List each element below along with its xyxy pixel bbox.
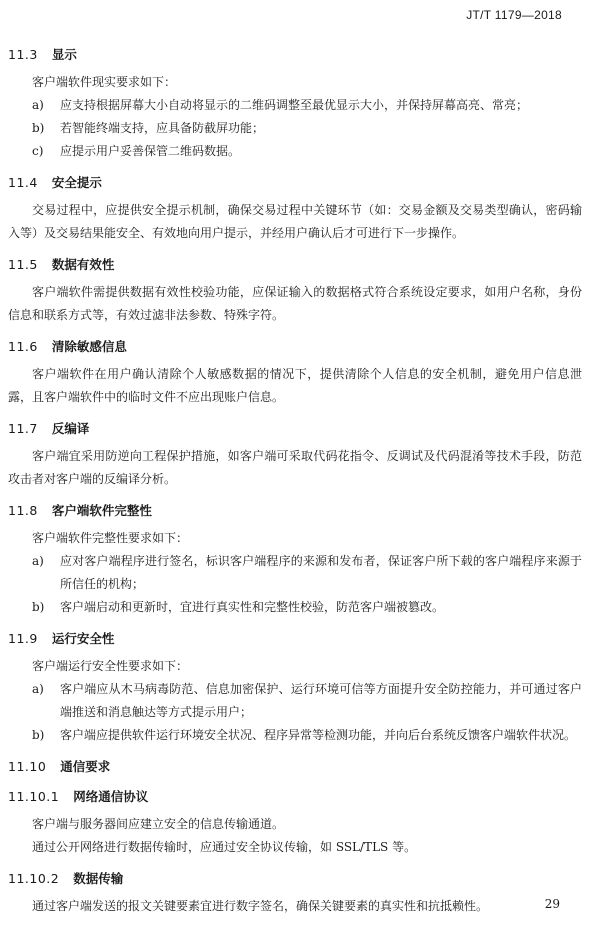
list-item-text: 若智能终端支持，应具备防截屏功能； bbox=[60, 121, 265, 135]
list-item bbox=[8, 596, 582, 619]
list-marker: b) bbox=[32, 728, 45, 742]
section-number: 11.3 bbox=[8, 47, 38, 62]
section-title: 数据有效性 bbox=[51, 257, 115, 272]
section-title: 反编译 bbox=[51, 421, 90, 436]
list-item bbox=[8, 550, 582, 596]
section-heading-11-3 bbox=[8, 44, 582, 65]
paragraph: 通过客户端发送的报文关键要素宜进行数字签名，确保关键要素的真实性和抗抵赖性。 bbox=[32, 899, 489, 913]
section-title: 安全提示 bbox=[51, 175, 102, 190]
section-title: 客户端软件完整性 bbox=[51, 503, 152, 518]
list-item bbox=[8, 117, 582, 140]
list-marker: a) bbox=[32, 98, 44, 112]
paragraph: 交易过程中，应提供安全提示机制，确保交易过程中关键环节（如：交易金额及交易类型确认，密码输入等）及交易结果能安全、有效地向用户提示，并经用户确认后才可进行下一步操作。 bbox=[8, 203, 582, 240]
list-item-text: 应对客户端程序进行签名，标识客户端程序的来源和发布者，保证客户所下载的客户端程序来源于所信任的机构； bbox=[60, 554, 582, 591]
list-item-text: 客户端应从木马病毒防范、信息加密保护、运行环境可信等方面提升安全防控能力，并可通过客户端推送和消息触达等方式提示用户； bbox=[60, 682, 582, 719]
list-item-text: 应支持根据屏幕大小自动将显示的二维码调整至最优显示大小，并保持屏幕高亮、常亮； bbox=[60, 98, 529, 112]
list-marker: b) bbox=[32, 600, 45, 614]
section-number: 11.10 bbox=[8, 759, 47, 774]
list-marker: a) bbox=[32, 554, 44, 568]
section-number: 11.8 bbox=[8, 503, 38, 518]
section-title: 显示 bbox=[51, 47, 77, 62]
section-heading-11-10-2 bbox=[8, 868, 582, 889]
paragraph: 客户端与服务器间应建立安全的信息传输通道。 bbox=[32, 817, 285, 831]
section-heading-11-6 bbox=[8, 336, 582, 357]
section-number: 11.6 bbox=[8, 339, 38, 354]
section-heading-11-5 bbox=[8, 254, 582, 275]
list-item-text: 应提示用户妥善保管二维码数据。 bbox=[60, 144, 241, 158]
list-marker: c) bbox=[32, 144, 44, 158]
section-heading-11-8 bbox=[8, 500, 582, 521]
section-number: 11.10.2 bbox=[8, 871, 60, 886]
page-number: 29 bbox=[544, 897, 560, 911]
paragraph: 客户端软件在用户确认清除个人敏感数据的情况下，提供清除个人信息的安全机制，避免用户信息泄露，且客户端软件中的临时文件不应出现账户信息。 bbox=[8, 367, 582, 404]
section-title: 网络通信协议 bbox=[73, 789, 149, 804]
section-heading-11-10 bbox=[8, 756, 582, 777]
standard-code: JT/T 1179—2018 bbox=[466, 8, 562, 22]
paragraph: 客户端软件需提供数据有效性校验功能，应保证输入的数据格式符合系统设定要求，如用户名称，身份信息和联系方式等，有效过滤非法参数、特殊字符。 bbox=[8, 285, 582, 322]
list-item bbox=[8, 724, 582, 747]
paragraph: 通过公开网络进行数据传输时，应通过安全协议传输，如 SSL/TLS 等。 bbox=[32, 840, 417, 854]
paragraph: 客户端软件完整性要求如下： bbox=[32, 531, 189, 545]
list-item bbox=[8, 140, 582, 163]
section-title: 通信要求 bbox=[60, 759, 111, 774]
section-heading-11-7 bbox=[8, 418, 582, 439]
paragraph: 客户端宜采用防逆向工程保护措施，如客户端可采取代码花指令、反调试及代码混淆等技术手段，防范攻击者对客户端的反编译分析。 bbox=[8, 449, 582, 486]
section-title: 运行安全性 bbox=[51, 631, 115, 646]
paragraph: 客户端运行安全性要求如下： bbox=[32, 659, 189, 673]
list-marker: b) bbox=[32, 121, 45, 135]
section-number: 11.10.1 bbox=[8, 789, 60, 804]
section-number: 11.5 bbox=[8, 257, 38, 272]
section-heading-11-10-1 bbox=[8, 786, 582, 807]
paragraph: 客户端软件现实要求如下： bbox=[32, 75, 177, 89]
section-heading-11-9 bbox=[8, 628, 582, 649]
section-title: 数据传输 bbox=[73, 871, 124, 886]
list-item-text: 客户端启动和更新时，宜进行真实性和完整性校验，防范客户端被篡改。 bbox=[60, 600, 445, 614]
list-item bbox=[8, 94, 582, 117]
section-number: 11.7 bbox=[8, 421, 38, 436]
section-title: 清除敏感信息 bbox=[51, 339, 127, 354]
section-number: 11.9 bbox=[8, 631, 38, 646]
section-number: 11.4 bbox=[8, 175, 38, 190]
section-heading-11-4 bbox=[8, 172, 582, 193]
list-marker: a) bbox=[32, 682, 44, 696]
document-body bbox=[8, 44, 582, 918]
list-item-text: 客户端应提供软件运行环境安全状况、程序异常等检测功能，并向后台系统反馈客户端软件状况。 bbox=[60, 728, 577, 742]
list-item bbox=[8, 678, 582, 724]
